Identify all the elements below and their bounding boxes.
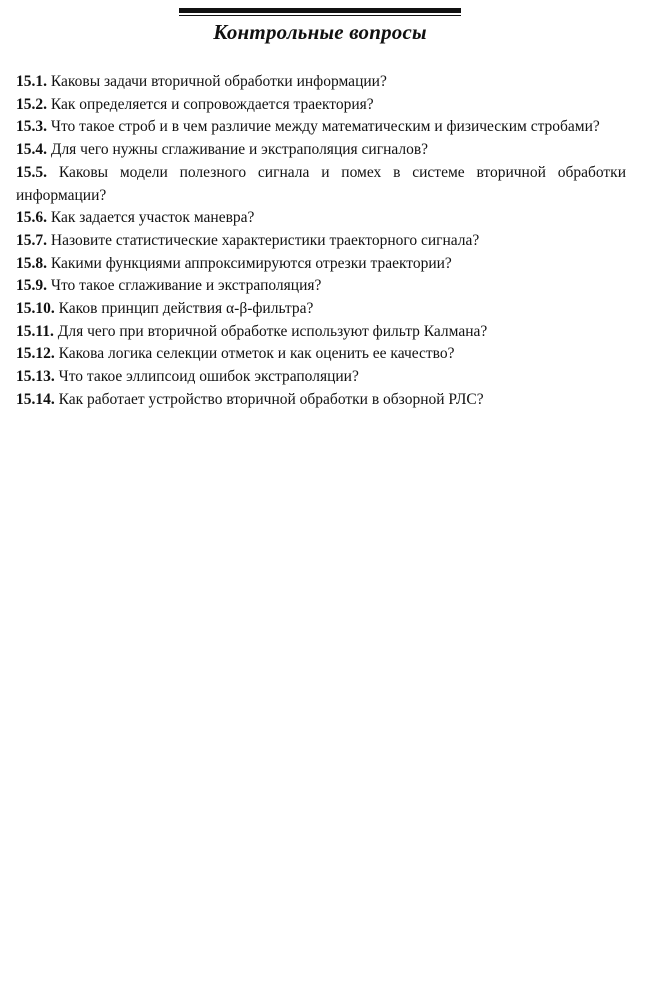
question-text: Назовите статистические характеристики траекторного сигнала?	[50, 231, 480, 249]
question-item	[16, 366, 626, 389]
question-item	[16, 321, 626, 344]
question-number: 15.14.	[16, 390, 55, 408]
header-rule-thick	[179, 8, 461, 13]
question-item	[16, 207, 626, 230]
question-number: 15.2.	[16, 95, 47, 113]
question-text: Каковы задачи вторичной обработки информации?	[50, 73, 387, 90]
question-number: 15.13.	[16, 368, 55, 386]
question-text: Какова логика селекции отметок и как оценить ее качество?	[58, 345, 455, 363]
question-item	[16, 230, 626, 253]
question-text: Как работает устройство вторичной обработки в обзорной РЛС?	[58, 390, 484, 408]
question-item	[16, 275, 626, 298]
question-item	[16, 389, 626, 412]
question-number: 15.9.	[16, 277, 47, 295]
header-rule-thin	[179, 15, 461, 16]
question-text: Для чего нужны сглаживание и экстраполяция сигналов?	[50, 141, 429, 159]
question-number: 15.7.	[16, 231, 47, 249]
questions-list	[16, 71, 626, 412]
question-text: Как задается участок маневра?	[50, 209, 255, 227]
question-number: 15.6.	[16, 209, 47, 227]
question-number: 15.10.	[16, 300, 55, 318]
question-item	[16, 162, 626, 207]
question-text: Что такое эллипсоид ошибок экстраполяции?	[58, 368, 359, 386]
question-text: Какими функциями аппроксимируются отрезки траектории?	[50, 254, 452, 272]
question-number: 15.11.	[16, 322, 54, 340]
question-item	[16, 94, 626, 117]
question-number: 15.4.	[16, 141, 47, 159]
question-item	[16, 253, 626, 276]
question-text: Каков принцип действия α-β-фильтра?	[58, 300, 314, 318]
question-text: Каковы модели полезного сигнала и помех в системе вторичной обработки информации?	[16, 163, 626, 204]
question-text: Как определяется и сопровождается траектория?	[50, 95, 374, 113]
question-item	[16, 298, 626, 321]
question-item	[16, 139, 626, 162]
section-title: Контрольные вопросы	[213, 20, 427, 44]
question-text: Что такое сглаживание и экстраполяция?	[50, 277, 322, 295]
question-number: 15.8.	[16, 254, 47, 272]
question-number: 15.12.	[16, 345, 55, 363]
question-number: 15.3.	[16, 118, 47, 136]
question-text: Для чего при вторичной обработке используют фильтр Калмана?	[57, 322, 488, 340]
question-item	[16, 116, 626, 139]
question-number: 15.1.	[16, 73, 47, 90]
question-item	[16, 71, 626, 94]
question-item	[16, 343, 626, 366]
question-number: 15.5.	[16, 163, 47, 181]
question-text: Что такое строб и в чем различие между математическим и физическим стробами?	[50, 118, 600, 136]
